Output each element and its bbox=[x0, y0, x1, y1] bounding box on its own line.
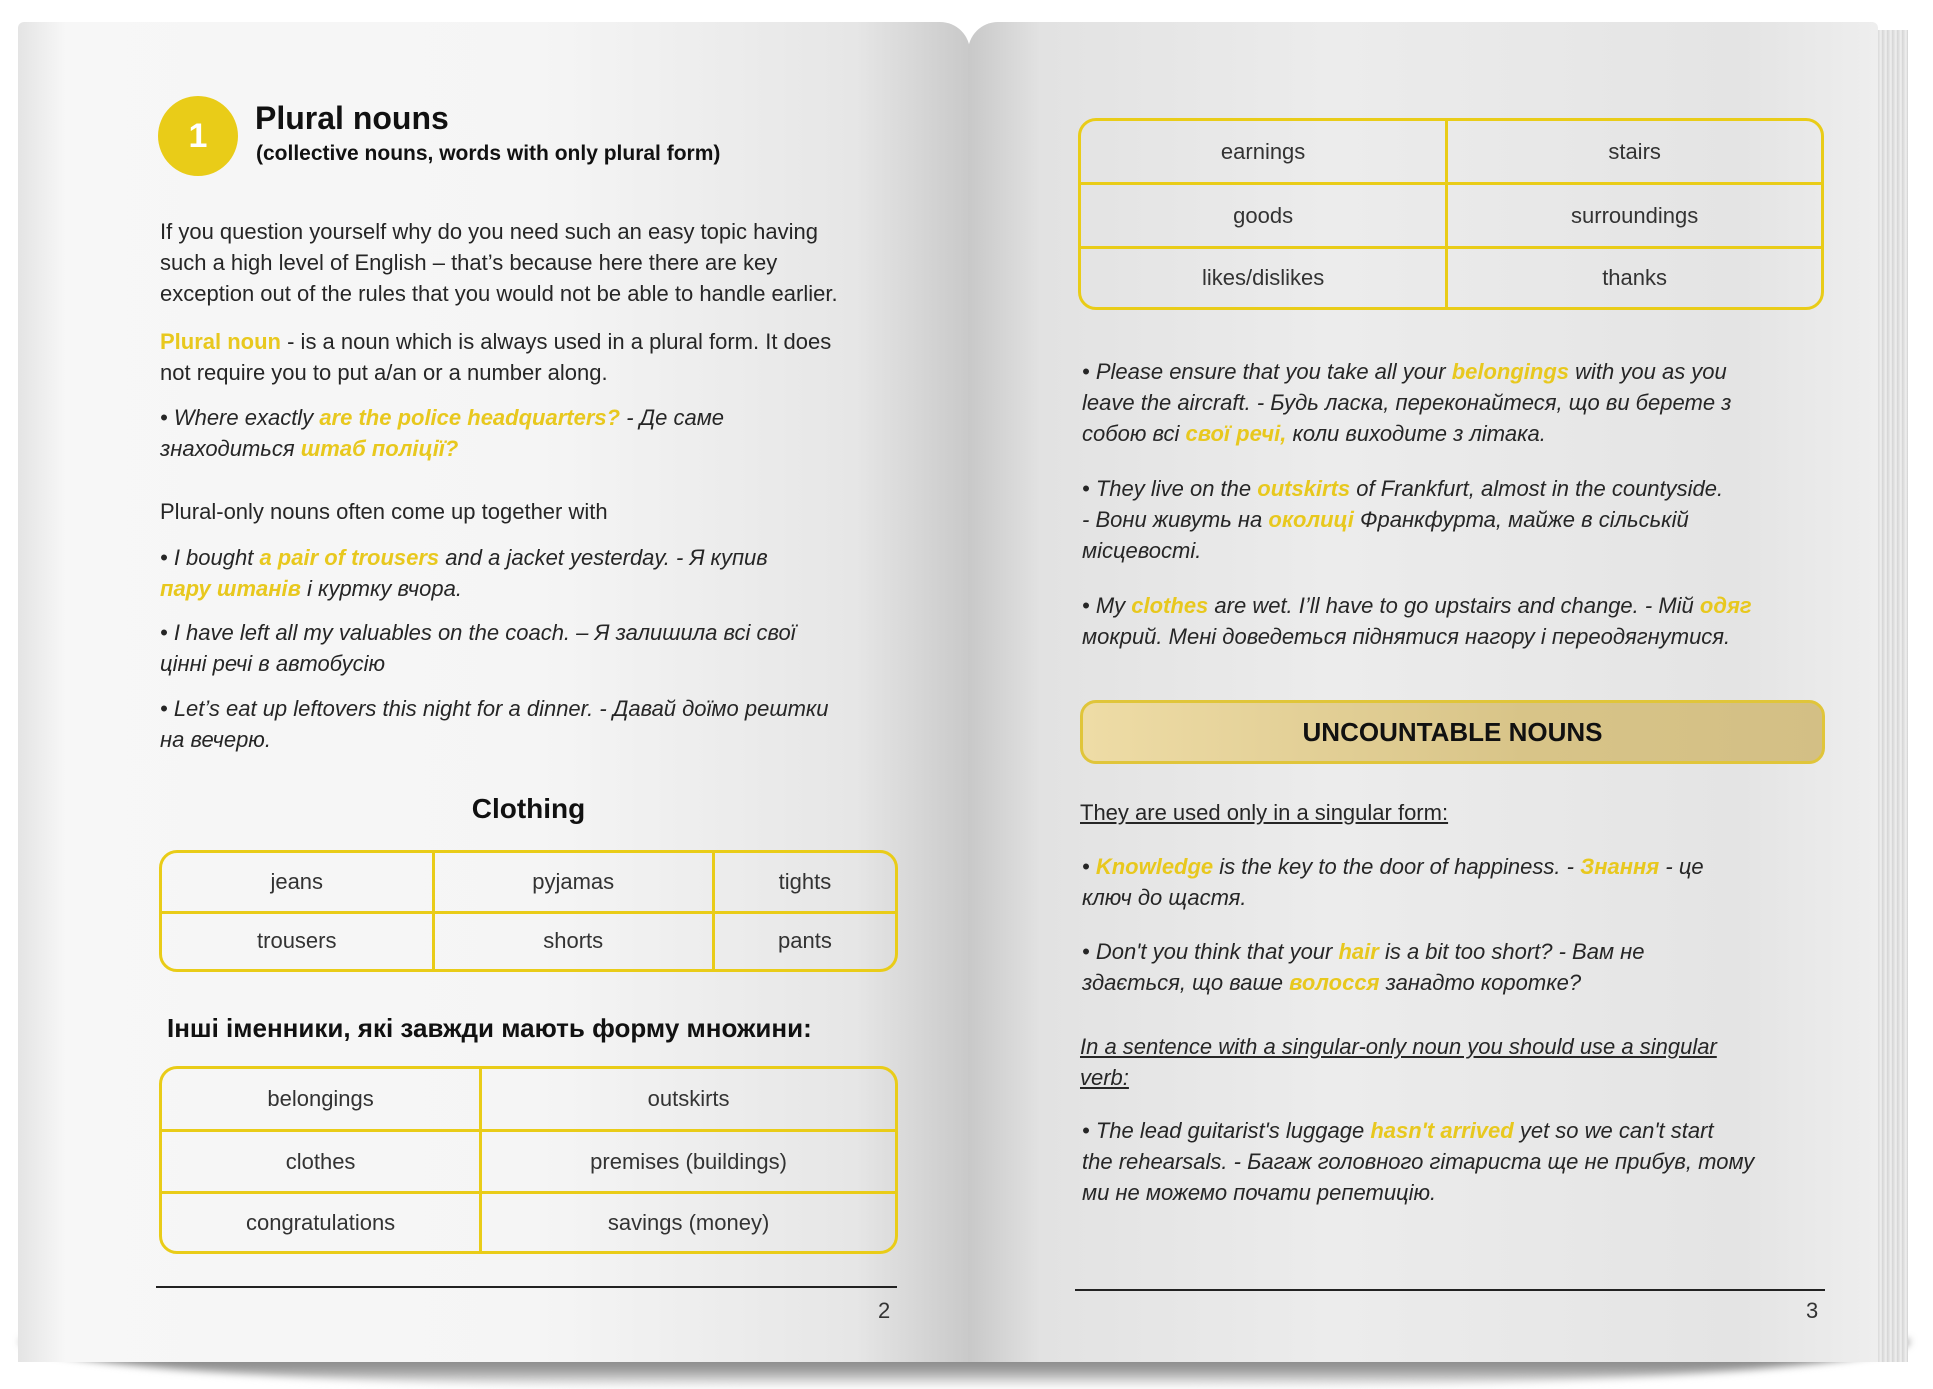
text-line bbox=[1082, 418, 1731, 449]
uncountable-nouns-banner: UNCOUNTABLE NOUNS bbox=[1080, 700, 1825, 764]
table-cell: savings (money) bbox=[607, 1209, 770, 1235]
table-cell: premises (buildings) bbox=[482, 1132, 895, 1195]
text-segment: with you as you bbox=[1569, 359, 1727, 384]
example-hair bbox=[1082, 936, 1645, 998]
table-cell: likes/dislikes bbox=[1081, 249, 1448, 307]
text-line bbox=[160, 542, 768, 573]
highlighted-term: волосся bbox=[1289, 970, 1380, 995]
text-line bbox=[160, 617, 796, 648]
text-line bbox=[160, 247, 838, 278]
text-line bbox=[1082, 356, 1731, 387]
highlighted-term: штаб поліції? bbox=[300, 436, 459, 461]
highlighted-term: Knowledge bbox=[1095, 854, 1214, 879]
text-line bbox=[1082, 535, 1723, 566]
text-line bbox=[1082, 882, 1704, 913]
text-line bbox=[1082, 473, 1723, 504]
table-cell: surroundings bbox=[1448, 185, 1821, 249]
intro-paragraph bbox=[160, 216, 838, 309]
table-cell: trousers bbox=[162, 914, 435, 969]
text-segment: • My bbox=[1082, 593, 1132, 618]
table-row bbox=[162, 853, 895, 914]
highlighted-term: outskirts bbox=[1257, 476, 1351, 501]
example-luggage bbox=[1082, 1115, 1754, 1208]
text-segment: Франкфурта, майже в сільській bbox=[1353, 507, 1689, 532]
table-row bbox=[162, 1069, 895, 1132]
section-number-badge: 1 bbox=[158, 96, 238, 176]
text-line bbox=[1082, 504, 1723, 535]
highlighted-term: clothes bbox=[1131, 593, 1209, 618]
clothing-heading: Clothing bbox=[471, 793, 586, 824]
example-knowledge bbox=[1082, 851, 1704, 913]
text-line bbox=[1082, 1115, 1754, 1146]
highlighted-term: Знання bbox=[1580, 854, 1660, 879]
text-segment: • The lead guitarist's luggage bbox=[1082, 1118, 1371, 1143]
text-line bbox=[1082, 936, 1645, 967]
text-line bbox=[160, 216, 838, 247]
highlighted-term: околиці bbox=[1268, 507, 1354, 532]
highlighted-term: belongings bbox=[1451, 359, 1570, 384]
highlighted-term: Plural noun bbox=[160, 329, 281, 354]
table-row bbox=[1081, 185, 1821, 249]
example-leftovers bbox=[160, 693, 829, 755]
table-row bbox=[1081, 249, 1821, 307]
text-line bbox=[160, 573, 768, 604]
example-outskirts bbox=[1082, 473, 1723, 566]
table-cell: shorts bbox=[435, 914, 715, 969]
highlighted-term: пару штанів bbox=[160, 576, 301, 601]
text-segment: місцевості. bbox=[1082, 538, 1202, 563]
text-line bbox=[160, 357, 831, 388]
text-segment: • They live on the bbox=[1082, 476, 1258, 501]
text-line bbox=[1082, 1177, 1754, 1208]
text-line bbox=[160, 648, 796, 679]
text-segment: знаходиться bbox=[160, 436, 301, 461]
text-segment: • I bought bbox=[160, 545, 260, 570]
text-segment: If you question yourself why do you need such an easy topic having bbox=[160, 219, 818, 244]
text-segment: ми не можемо почати репетицію. bbox=[1082, 1180, 1437, 1205]
text-segment: are wet. I’ll have to go upstairs and change. - Мій bbox=[1208, 593, 1700, 618]
together-intro: Plural-only nouns often come up together with bbox=[160, 499, 608, 524]
highlighted-term: одяг bbox=[1699, 593, 1752, 618]
text-segment: exception out of the rules that you would not be able to handle earlier. bbox=[160, 281, 838, 306]
page-subtitle: (collective nouns, words with only plural form) bbox=[256, 142, 721, 165]
text-line bbox=[160, 724, 829, 755]
example-headquarters bbox=[160, 402, 724, 464]
text-segment: yet so we can't start bbox=[1513, 1118, 1714, 1143]
text-segment: собою всі bbox=[1082, 421, 1186, 446]
page-number: 2 bbox=[878, 1298, 891, 1323]
page-number: 3 bbox=[1806, 1298, 1819, 1323]
table-row bbox=[162, 1194, 895, 1251]
text-segment: the rehearsals. - Багаж головного гітариста ще не прибув, тому bbox=[1082, 1149, 1755, 1174]
table-cell: tights bbox=[715, 853, 895, 914]
table-cell: congratulations bbox=[162, 1194, 482, 1251]
table-row bbox=[1081, 121, 1821, 185]
text-segment: на вечерю. bbox=[160, 727, 271, 752]
footer-divider bbox=[1075, 1289, 1825, 1291]
plural-nouns-table bbox=[1078, 118, 1824, 310]
table-cell: goods bbox=[1081, 185, 1448, 249]
text-segment: ключ до щастя. bbox=[1082, 885, 1247, 910]
text-line bbox=[1080, 1031, 1717, 1062]
page-edges bbox=[1878, 30, 1908, 1362]
text-segment: здається, що ваше bbox=[1082, 970, 1290, 995]
text-line bbox=[1082, 590, 1752, 621]
text-segment: - це bbox=[1659, 854, 1704, 879]
text-segment: - is a noun which is always used in a plural form. It does bbox=[281, 329, 832, 354]
text-segment: not require you to put a/an or a number along. bbox=[160, 360, 608, 385]
text-line bbox=[1082, 387, 1731, 418]
text-line bbox=[1082, 1146, 1754, 1177]
text-segment: коли виходите з літака. bbox=[1286, 421, 1546, 446]
table-cell: thanks bbox=[1602, 265, 1668, 291]
singular-intro: They are used only in a singular form: bbox=[1080, 800, 1449, 825]
text-line bbox=[1080, 1062, 1717, 1093]
clothing-table bbox=[159, 850, 898, 972]
singular-verb-rule bbox=[1080, 1031, 1717, 1093]
text-segment: In a sentence with a singular-only noun you should use a singular bbox=[1080, 1034, 1717, 1059]
text-line bbox=[160, 278, 838, 309]
other-nouns-heading: Інші іменники, які завжди мають форму множини: bbox=[167, 1013, 812, 1043]
text-segment: • Where exactly bbox=[160, 405, 320, 430]
other-nouns-table bbox=[159, 1066, 898, 1254]
text-segment: - Вони живуть на bbox=[1082, 507, 1269, 532]
table-cell: jeans bbox=[162, 853, 435, 914]
text-segment: • bbox=[1082, 854, 1096, 879]
text-line bbox=[1082, 967, 1645, 998]
table-cell: clothes bbox=[162, 1132, 482, 1195]
highlighted-term: are the police headquarters? bbox=[319, 405, 621, 430]
table-cell: pants bbox=[778, 928, 832, 954]
table-row bbox=[162, 1132, 895, 1195]
text-segment: • Don't you think that your bbox=[1082, 939, 1339, 964]
highlighted-term: свої речі, bbox=[1185, 421, 1287, 446]
table-cell: earnings bbox=[1081, 121, 1448, 185]
text-segment: цінні речі в автобусію bbox=[160, 651, 386, 676]
text-segment: verb: bbox=[1080, 1065, 1129, 1090]
text-segment: such a high level of English – that’s because here there are key bbox=[160, 250, 778, 275]
table-cell: pyjamas bbox=[435, 853, 715, 914]
text-line bbox=[1082, 851, 1704, 882]
text-segment: занадто коротке? bbox=[1379, 970, 1582, 995]
table-cell: belongings bbox=[162, 1069, 482, 1132]
table-cell: stairs bbox=[1448, 121, 1821, 185]
text-segment: and a jacket yesterday. - Я купив bbox=[439, 545, 768, 570]
text-line bbox=[1082, 621, 1752, 652]
table-row bbox=[162, 914, 895, 969]
table-cell: outskirts bbox=[482, 1069, 895, 1132]
text-segment: і куртку вчора. bbox=[300, 576, 462, 601]
text-line bbox=[160, 433, 724, 464]
text-segment: leave the aircraft. - Будь ласка, переконайтеся, що ви берете з bbox=[1082, 390, 1732, 415]
text-segment: • Let’s eat up leftovers this night for a dinner. - Давай доїмо рештки bbox=[160, 696, 829, 721]
text-segment: мокрий. Мені доведеться піднятися нагору і переодягнутися. bbox=[1082, 624, 1731, 649]
page-title: Plural nouns bbox=[255, 100, 449, 136]
text-segment: is a bit too short? - Вам не bbox=[1378, 939, 1645, 964]
example-valuables bbox=[160, 617, 796, 679]
text-line bbox=[160, 326, 831, 357]
text-segment: • Please ensure that you take all your bbox=[1082, 359, 1452, 384]
example-clothes bbox=[1082, 590, 1752, 652]
text-segment: • I have left all my valuables on the coach. – Я залишила всі свої bbox=[160, 620, 796, 645]
highlighted-term: hair bbox=[1338, 939, 1379, 964]
highlighted-term: hasn't arrived bbox=[1370, 1118, 1514, 1143]
text-segment: of Frankfurt, almost in the countyside. bbox=[1350, 476, 1724, 501]
highlighted-term: a pair of trousers bbox=[259, 545, 440, 570]
definition-paragraph bbox=[160, 326, 831, 388]
footer-divider bbox=[156, 1286, 897, 1288]
text-segment: - Де саме bbox=[620, 405, 725, 430]
text-line bbox=[160, 402, 724, 433]
text-line bbox=[160, 693, 829, 724]
example-trousers bbox=[160, 542, 768, 604]
text-segment: is the key to the door of happiness. - bbox=[1213, 854, 1581, 879]
example-belongings bbox=[1082, 356, 1731, 449]
